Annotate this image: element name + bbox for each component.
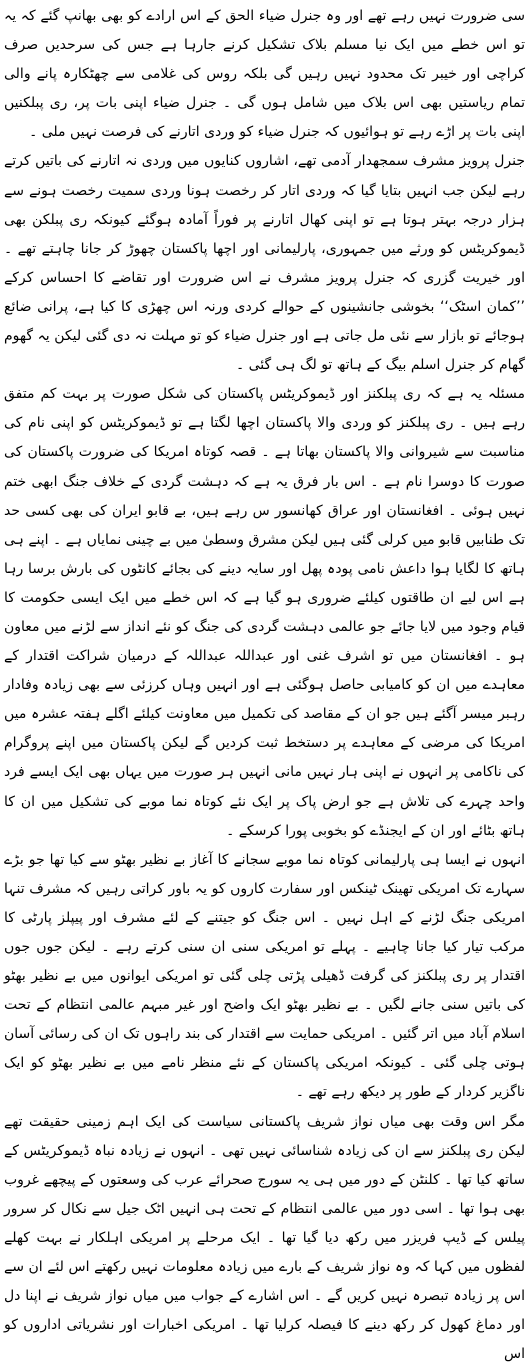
article-paragraph: سی ضرورت نہیں رہے تھے اور وہ جنرل ضیاء الحق کے اس ارادے کو بھی بھانپ گئے کہ یہ تو اس خطے میں ایک نیا مسلم بلاک تشکیل کرنے جارہا ہے جس کی سرحدیں صرف کراچی اور خیبر تک محدود نہیں رہیں گی بلکہ روس کی غلامی سے چھٹکارہ پانے والی تمام ریاستیں بھی اس بلاک میں شامل ہوں گی ۔ جنرل ضیاء اپنی بات پر، ری پبلکنیں اپنی بات پر اڑے رہے تو ہوائیوں کہ جنرل ضیاء کو وردی اتارنے کی فرصت نہیں ملی ۔ — [4, 8, 525, 141]
article-paragraph: مگر اس وقت بھی میاں نواز شریف پاکستانی سیاست کی ایک اہم زمینی حقیقت تھے لیکن ری پبلکنز سے ان کی زیادہ شناسائی نہیں تھی ۔ انہوں نے زیادہ نباہ ڈیموکریٹس کے ساتھ کیا تھا ۔ کلنٹن کے دور میں ہی یہ سورج صحرائے عرب کی وسعتوں کے پیچھے غروب بھی ہوا تھا ۔ اسی دور میں عالمی انتظام کے تحت ہی انہیں اٹک جیل سے نکال کر سرور پیلس کے ڈیپ فریزر میں رکھ دیا گیا تھا ۔ ایک مرحلے پر امریکی اہلکار نے بہت کھلے لفظوں میں کہا کہ وہ نواز شریف کے بارے میں زیادہ معلومات نہیں رکھتے اس لئے ان سے اس پر زیادہ تبصرہ نہیں کریں گے ۔ اس اشارے کے جواب میں میاں نواز شریف نے اپنا دل اور دماغ کھول کر رکھ دینے کا فیصلہ کرلیا تھا ۔ امریکی اخبارات اور نشریاتی اداروں کو اس — [4, 1113, 525, 1363]
article-paragraph: انہوں نے ایسا ہی پارلیمانی کوتاہ نما موبے سجانے کا آغاز بے نظیر بھٹو سے کیا تھا جو بڑے سہارے تک امریکی تھینک ٹینکس اور سفارت کاروں کو یہ باور کراتی رہیں کہ مشرف تنہا امریکی جنگ لڑنے کے اہل نہیں ۔ اس جنگ کو جیتنے کے لئے مشرف اور پیپلز پارٹی کا مرکب تیار کیا جانا چاہیے ۔ پہلے تو امریکی سنی ان سنی کرتے رہے ۔ لیکن جوں جوں اقتدار پر ری پبلکنز کی گرفت ڈھیلی پڑتی چلی گئی تو امریکی ایوانوں میں بے نظیر بھٹو کی باتیں سنی جانے لگیں ۔ بے نظیر بھٹو ایک واضح اور غیر مبہم عالمی انتظام کے تحت اسلام آباد میں اتر گئیں ۔ امریکی حمایت سے اقتدار کی بند راہوں تک ان کی رسائی آسان ہوتی چلی گئی ۔ کیونکہ امریکی پاکستان کے نئے منظر نامے میں بے نظیر بھٹو کو ایک ناگزیر کردار کے طور پر دیکھ رہے تھے ۔ — [4, 851, 525, 1101]
article-paragraph: مسئلہ یہ ہے کہ ری پبلکنز اور ڈیموکریٹس پاکستان کی شکل صورت پر بہت کم متفق رہے ہیں ۔ ری پبلکنز کو وردی والا پاکستان اچھا لگتا ہے تو ڈیموکریٹس کو اپنی نام کی مناسبت سے شیروانی والا پاکستان بھاتا ہے ۔ قصہ کوتاہ امریکا کی ضرورت پاکستان کی صورت کا دوسرا نام ہے ۔ اس بار فرق یہ ہے کہ دہشت گردی کے خلاف جنگ ابھی ختم نہیں ہوئی ۔ افغانستان اور عراق کھانسور س رہے ہیں، بے قابو ایران کی بھی کسی حد تک طنابیں قابو میں کرلی گئی ہیں لیکن مشرق وسطیٰ میں بے چینی نمایاں ہے ۔ اپنے ہی ہاتھ کا لگایا ہوا داعش نامی پودہ پھل اور سایہ دینے کی بجائے کانٹوں کی بارش برسا رہا ہے اس لیے ان طاقتوں کیلئے ضروری ہو گیا ہے کہ اس خطے میں ایک ایسی حکومت کا قیام وجود میں لایا جائے جو عالمی دہشت گردی کی جنگ کو نئے انداز سے لڑنے میں معاون ہو ۔ افغانستان میں تو اشرف غنی اور عبداللہ عبداللہ کے درمیان شراکت اقتدار کے معاہدے میں ان کو کامیابی حاصل ہوگئی ہے اور انہیں وہاں کرزئی سے بھی زیادہ وفادار رہبر میسر آگئے ہیں جو ان کے مقاصد کی تکمیل میں معاونت کیلئے اگلے ہفتہ عشرہ میں امریکا کی مرضی کے معاہدے پر دستخط ثبت کردیں گے لیکن پاکستان میں اپنے پروگرام کی ناکامی پر انہوں نے اپنی ہار نہیں مانی انہیں ہر صورت میں یہاں بھی ایک ایسے فرد واحد چہرے کی تلاش ہے جو ارض پاک پر ایک نئے کوتاہ نما موبے کی تشکیل میں ان کا ہاتھ بٹائے اور ان کے ایجنڈے کو بخوبی پورا کرسکے ۔ — [4, 386, 525, 839]
article-paragraph: جنرل پرویز مشرف سمجھدار آدمی تھے، اشاروں کنایوں میں وردی نہ اتارنے کی باتیں کرتے رہے لیکن جب انہیں بتایا گیا کہ وردی اتار کر رخصت ہونا وردی سمیت رخصت ہونے سے ہزار درجہ بہتر ہوتا ہے تو اپنی کھال اتارنے پر فوراً آمادہ ہوگئے کیونکہ ری پبلکن بھی ڈیموکریٹس کو ورثے میں جمہوری، پارلیمانی اور اچھا پاکستان چھوڑ کر جانا چاہتے تھے ۔ اور خیریت گزری کہ جنرل پرویز مشرف نے اس ضرورت اور تقاضے کا احساس کرکے ’’کمان اسٹک‘‘ بخوشی جانشینوں کے حوالے کردی ورنہ اس چھڑی کا کیا ہے، پرانی ضائع ہوجائے تو بازار سے نئی مل جاتی ہے اور جنرل ضیاء کو تو مہلت نہ دی گئی لیکن یہ گھوم گھام کر جنرل اسلم بیگ کے ہاتھ تو لگ ہی گئی ۔ — [4, 153, 525, 374]
